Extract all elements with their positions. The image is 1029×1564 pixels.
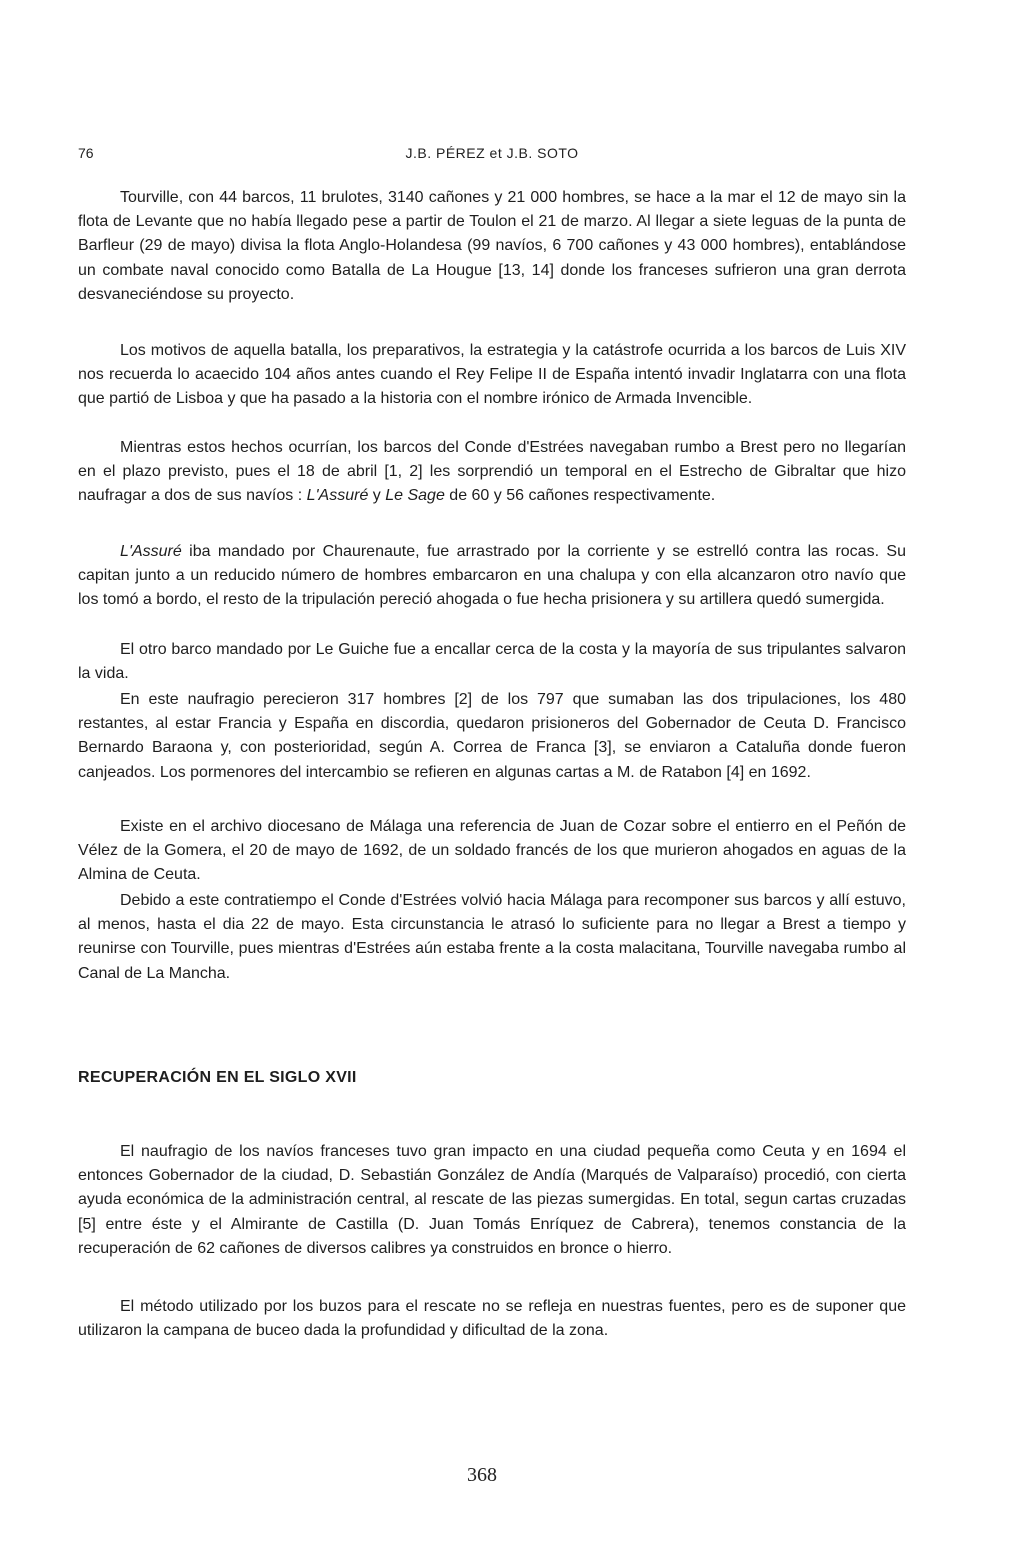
page-number: 76 <box>78 145 94 161</box>
paragraph-text: y <box>368 487 386 505</box>
paragraph-le-guiche <box>78 638 906 686</box>
folio-number: 368 <box>467 1464 497 1486</box>
paragraph-text: iba mandado por Chaurenaute, fue arrastrado por la corriente y se estrelló contra las rocas. Su capitan junto a un reducido número de hombres embarcaron en una chalupa y con ella alcanzaron otro navío que los tomó a bordo, el resto de la tripulación pereció ahogada o fue hecha prisionera y su artillera quedó sumergida. <box>78 543 906 609</box>
ship-name-sage: Le Sage <box>385 487 445 505</box>
paragraph-estrees-delay <box>78 889 906 986</box>
paragraph-text: Debido a este contratiempo el Conde d'Estrées volvió hacia Málaga para recomponer sus barcos y allí estuvo, al menos, hasta el dia 22 de mayo. Esta circunstancia le atrasó lo suficiente para no llegar a Brest a tiempo y reunirse con Tourville, pues mientras d'Estrées aún estaba frente a la costa malacitana, Tourville navegaba rumbo al Canal de La Mancha. <box>78 892 906 982</box>
paragraph-diving-method <box>78 1295 906 1343</box>
paragraph-malaga-archive <box>78 815 906 888</box>
paragraph-text: Mientras estos hechos ocurrían, los barcos del Conde d'Estrées navegaban rumbo a Brest pero no llegarían en el plazo previsto, pues el 18 de abril [1, 2] les sorprendió un temporal en el Estrecho de Gibraltar que hizo naufragar a dos de sus navíos : <box>78 439 906 505</box>
section-heading: RECUPERACIÓN EN EL SIGLO XVII <box>78 1069 357 1086</box>
paragraph-estrees-storm <box>78 436 906 509</box>
paragraph-tourville-battle <box>78 186 906 307</box>
paragraph-text: El método utilizado por los buzos para el rescate no se refleja en nuestras fuentes, pero es de suponer que utilizaron la campana de buceo dada la profundidad y dificultad de la zona. <box>78 1298 906 1340</box>
paragraph-recovery <box>78 1140 906 1261</box>
paragraph-text: El otro barco mandado por Le Guiche fue a encallar cerca de la costa y la mayoría de sus tripulantes salvaron la vida. <box>78 641 906 683</box>
paragraph-assure-wreck <box>78 540 906 613</box>
running-header <box>78 145 906 167</box>
paragraph-text: Tourville, con 44 barcos, 11 brulotes, 3140 cañones y 21 000 hombres, se hace a la mar el 12 de mayo sin la flota de Levante que no había llegado pese a partir de Toulon el 21 de marzo. Al llegar a siete leguas de la punta de Barfleur (29 de mayo) divisa la flota Anglo-Holandesa (99 navíos, 6 700 cañones y 43 000 hombres), entablándose un combate naval conocido como Batalla de La Hougue [13, 14] donde los franceses sufrieron una gran derrota desvaneciéndose su proyecto. <box>78 189 906 303</box>
paragraph-text: Los motivos de aquella batalla, los preparativos, la estrategia y la catástrofe ocurrida a los barcos de Luis XIV nos recuerda lo acaecido 104 años antes cuando el Rey Felipe II de España intentó invadir Inglatarra con una flota que partió de Lisboa y que ha pasado a la historia con el nombre irónico de Armada Invencible. <box>78 342 906 408</box>
paragraph-text: Existe en el archivo diocesano de Málaga una referencia de Juan de Cozar sobre el entierro en el Peñón de Vélez de la Gomera, el 20 de mayo de 1692, de un soldado francés de los que murieron ahogados en aguas de la Almina de Ceuta. <box>78 818 906 884</box>
paragraph-text: El naufragio de los navíos franceses tuvo gran impacto en una ciudad pequeña como Ceuta y en 1694 el entonces Gobernador de la ciudad, D. Sebastián González de Andía (Marqués de Valparaíso) procedió, con cierta ayuda económica de la administración central, al rescate de las piezas sumergidas. En total, segun cartas cruzadas [5] entre éste y el Almirante de Castilla (D. Juan Tomás Enríquez de Cabrera), tenemos constancia de la recuperación de 62 cañones de diversos calibres ya construidos en bronce o hierro. <box>78 1143 906 1257</box>
paragraph-armada-comparison <box>78 339 906 412</box>
paragraph-text: de 60 y 56 cañones respectivamente. <box>444 487 716 505</box>
ship-name-assure: L'Assuré <box>306 487 369 505</box>
paragraph-text: En este naufragio perecieron 317 hombres [2] de los 797 que sumaban las dos tripulaciones, los 480 restantes, al estar Francia y España en discordia, quedaron prisioneros del Gobernador de Ceuta D. Francisco Bernardo Baraona y, con posterioridad, según A. Correa de Franca [3], se enviaron a Cataluña donde fueron canjeados. Los pormenores del intercambio se refieren en algunas cartas a M. de Ratabon [4] en 1692. <box>78 691 906 781</box>
running-header-authors: J.B. PÉREZ et J.B. SOTO <box>405 145 579 161</box>
paragraph-casualties <box>78 688 906 785</box>
ship-name-assure: L'Assuré <box>120 543 182 560</box>
